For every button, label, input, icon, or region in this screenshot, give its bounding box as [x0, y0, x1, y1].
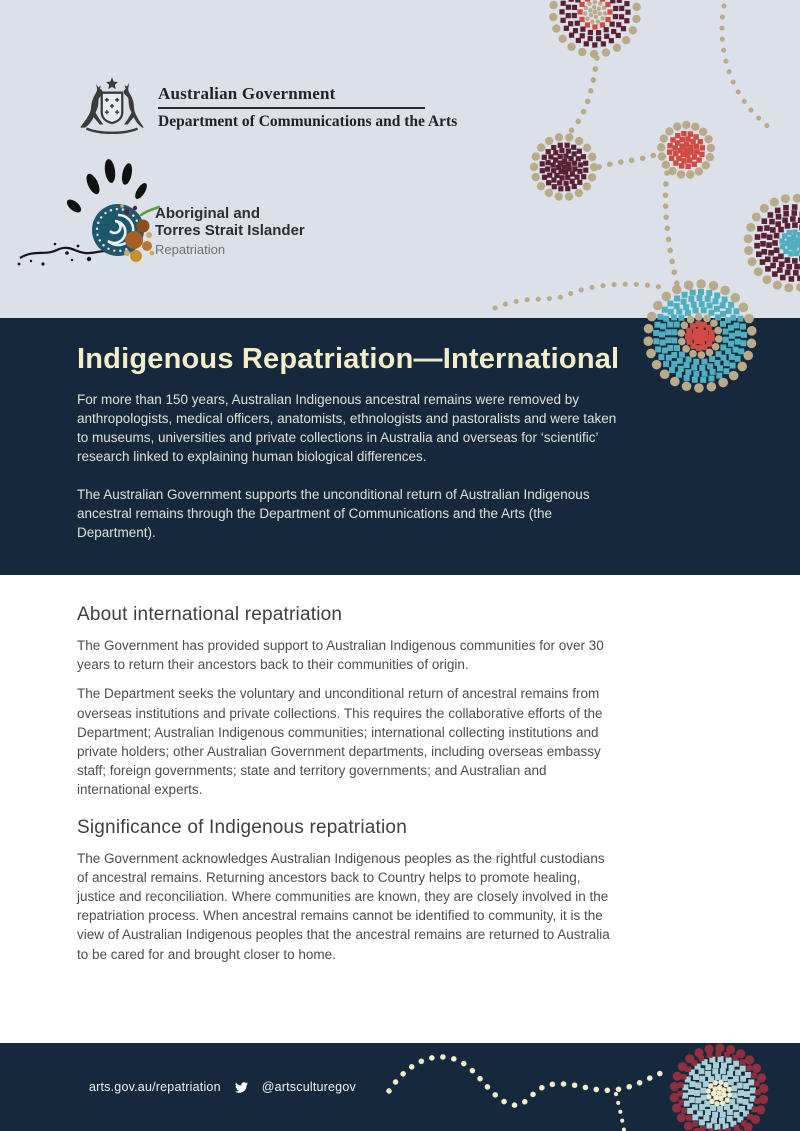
about-paragraph-2: The Department seeks the voluntary and unconditional return of ancestral remains from overseas institutions and private collections. This requires the collaborative efforts of the Department; Australian Indigenous communities; international collecting institutions and private holders; other Australian Government departments, including overseas embassy staff; foreign governments; state and territory governments; and Australian and international experts. — [77, 686, 603, 798]
significance-heading: Significance of Indigenous repatriation — [77, 816, 407, 838]
main-content — [0, 575, 800, 1043]
hero-paragraph-1: For more than 150 years, Australian Indigenous ancestral remains were removed by anthropologists, medical officers, anatomists, ethnologists and pastoralists and were taken to museums, universities and private collections in Australia and overseas for ‘scientific’ research linked to explaining human biological differences. — [77, 392, 617, 464]
footer-band — [0, 1043, 800, 1131]
gov-logo-title: Australian Government — [158, 84, 336, 103]
australian-coat-of-arms-icon — [73, 76, 151, 134]
twitter-handle-link[interactable]: @artsculturegov — [261, 1080, 356, 1094]
page-title: Indigenous Repatriation—International — [77, 343, 620, 375]
hero-band — [0, 318, 800, 575]
significance-paragraph-1: The Government acknowledges Australian Indigenous peoples as the rightful custodians of ancestral remains. Returning ancestors back to Country helps to promote healing, justice and reconciliation. Where communities are known, they are closely involved in the repatriation process. When ancestral remains cannot be identified to community, it is the view of Australian Indigenous peoples that the ancestral remains are returned to Australia to be cared for and brought closer to home. — [77, 850, 610, 962]
program-logo-line2: Torres Strait Islander — [155, 222, 305, 239]
program-logo-line1: Aboriginal and — [155, 205, 260, 222]
hero-paragraph-2: The Australian Government supports the unconditional return of Australian Indigenous ancestral remains through the Department of Communications and the Arts (the Department). — [77, 487, 590, 540]
australian-government-logo — [73, 76, 457, 134]
twitter-bird-icon[interactable] — [234, 1081, 249, 1094]
program-logo-line3: Repatriation — [155, 242, 226, 257]
gov-logo-text — [158, 76, 457, 131]
about-heading: About international repatriation — [77, 604, 343, 625]
about-paragraph-1: The Government has provided support to Australian Indigenous communities for over 30 years to return their ancestors back to their communities of origin. — [77, 638, 604, 673]
gov-logo-divider — [158, 107, 425, 109]
program-logo-text — [155, 205, 305, 257]
repatriation-program-logo — [0, 158, 330, 286]
website-link[interactable]: arts.gov.au/repatriation — [89, 1080, 221, 1094]
gov-logo-department: Department of Communications and the Arts — [158, 113, 458, 130]
header-band — [0, 0, 800, 318]
